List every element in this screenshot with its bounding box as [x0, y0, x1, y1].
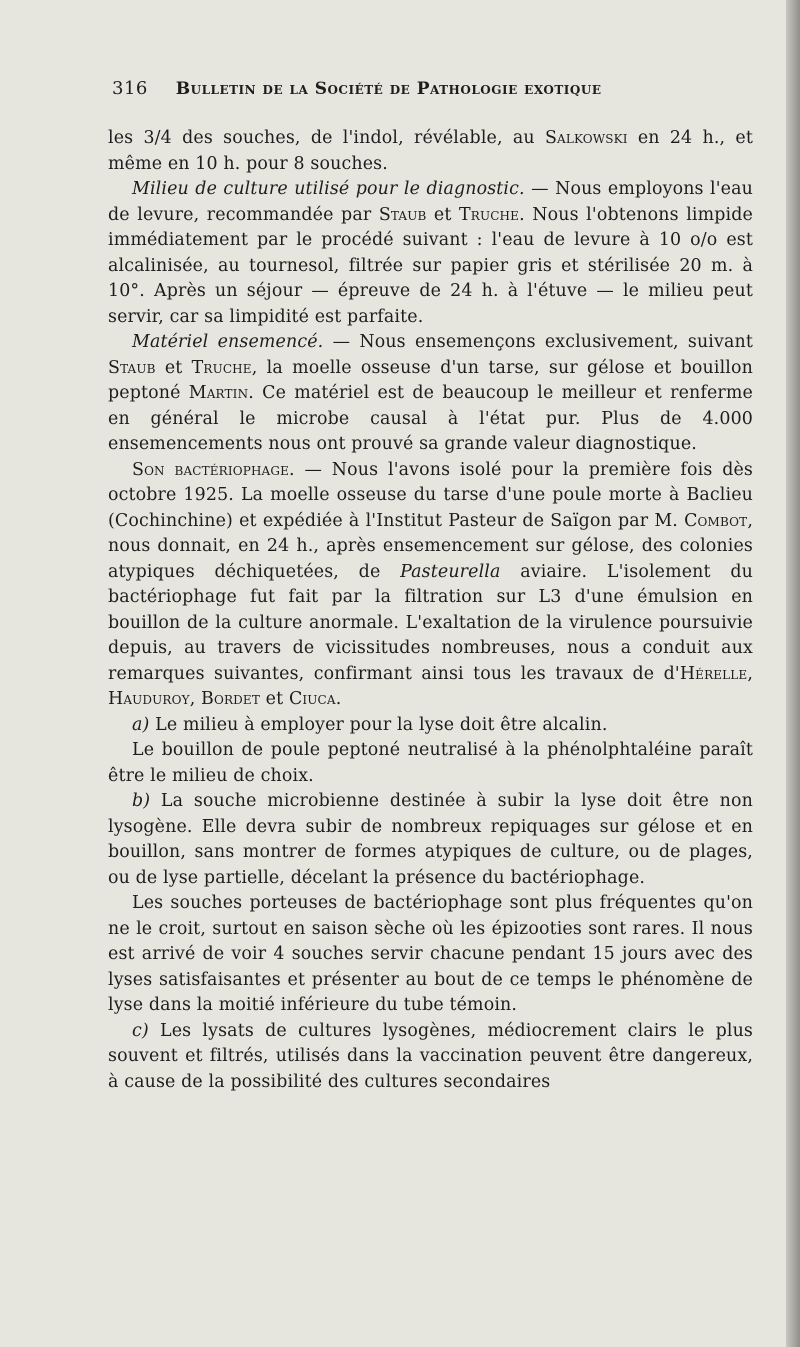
smallcaps-text: Hérelle — [679, 663, 748, 684]
page-edge-shadow — [786, 0, 800, 1347]
paragraph — [108, 330, 753, 458]
text-run: . Nous l'obtenons limpide immédiatement par le procédé suivant : l'eau de levure à 10 o/o est alcalinisée, au tournesol, filtrée sur papier gris et stérilisée 20 m. à 10°. Après un séjour — épreuve de 24 h. à l'étuve — le milieu peut servir, car sa limpidité est parfaite. — [108, 204, 753, 327]
smallcaps-text: Truche — [459, 204, 520, 225]
smallcaps-text: Martin — [188, 383, 249, 403]
paragraph — [108, 891, 753, 1019]
text-run: , la moelle osseuse d'un tarse, sur gélose et bouillon peptoné — [108, 357, 753, 403]
text-run: Les lysats de cultures lysogènes, médiocrement clairs le plus souvent et filtrés, utilisés dans la vaccination peuvent être dangereux, à cause de la possibilité des cultures secondaires — [108, 1020, 753, 1092]
text-run: Les souches porteuses de bactériophage sont plus fréquentes qu'on ne le croit, surtout en saison sèche où les épizooties sont rares. Il nous est arrivé de voir 4 souches servir chacune pendant 15 jours avec des lyses satisfaisantes et présenter au bout de ce temps le phénomène de lyse dans la moitié inférieure du tube témoin. — [108, 893, 753, 1015]
smallcaps-text: Truche — [191, 357, 252, 378]
text-run: et — [260, 689, 289, 709]
text-run: . Ce matériel est de beaucoup le meilleur et renferme en général le microbe causal à l'état pur. Plus de 4.000 ensemencements nous ont prouvé sa grande valeur diagnostique. — [108, 383, 753, 454]
text-run: — Nous l'avons isolé pour la première fois dès octobre 1925. La moelle osseuse du tarse d'une poule morte à Baclieu (Cochinchine) et expédiée à l'Institut Pasteur de Saïgon par M. — [108, 459, 753, 531]
text-run: , — [747, 663, 753, 684]
running-header — [112, 78, 752, 99]
text-run: Le bouillon de poule peptoné neutralisé à la phénolphtaléine paraît être le milieu de choix. — [108, 740, 753, 786]
italic-text: c) — [132, 1020, 149, 1041]
italic-text: b) — [132, 791, 151, 811]
smallcaps-text: Combot — [684, 510, 748, 531]
text-run: Le milieu à employer pour la lyse doit être alcalin. — [149, 714, 608, 735]
smallcaps-text: Salkowski — [544, 128, 628, 148]
italic-text: Matériel ensemencé. — [132, 332, 324, 352]
text-run: et — [426, 204, 460, 225]
italic-text: a) — [132, 714, 150, 735]
article-body — [108, 126, 753, 1095]
text-run: en 24 h., et même en 10 h. pour 8 souches. — [108, 128, 753, 174]
paragraph — [108, 789, 753, 891]
text-run: La souche microbienne destinée à subir la lyse doit être non lysogène. Elle devra subir de nombreux repiquages sur gélose et en bouillon, sans montrer de formes atypiques de culture, ou de plages, ou de lyse partielle, décelant la présence du bactériophage. — [108, 791, 753, 888]
smallcaps-text: Staub — [378, 204, 427, 225]
text-run: — Nous employons l'eau de levure, recommandée par — [108, 179, 753, 225]
smallcaps-text: Ciuca — [288, 689, 336, 709]
text-run: . — [335, 689, 342, 709]
paragraph — [108, 1019, 753, 1096]
smallcaps-text: Staub — [108, 357, 156, 378]
text-run: aviaire. L'isolement du bactériophage fut fait par la filtration sur L3 d'une émulsion en bouillon de la culture anormale. L'exaltation de la virulence poursuivie depuis, au travers de vicissitudes nombreuses, nous a conduit aux remarques suivantes, confirmant ainsi tous les travaux de d' — [108, 561, 753, 684]
text-run: les 3/4 des souches, de l'indol, révélable, au — [108, 128, 545, 148]
paragraph — [108, 738, 753, 789]
page-number: 316 — [112, 78, 148, 99]
paragraph — [108, 177, 753, 330]
italic-text: Pasteurella — [400, 561, 501, 582]
smallcaps-text: Hauduroy — [108, 689, 190, 709]
italic-text: Milieu de culture utilisé pour le diagnostic. — [132, 179, 525, 199]
smallcaps-text: Son bactériophage. — [132, 459, 295, 480]
text-run: , nous donnait, en 24 h., après ensemencement sur gélose, des colonies atypiques déchiquetées, de — [108, 510, 753, 582]
journal-title: Bulletin de la Société de Pathologie exotique — [175, 79, 602, 99]
paragraph — [108, 126, 753, 177]
smallcaps-text: Bordet — [201, 689, 260, 709]
text-run: et — [155, 357, 192, 378]
text-run: — Nous ensemençons exclusivement, suivant — [323, 332, 753, 352]
paragraph — [108, 713, 753, 739]
text-run: , — [189, 689, 202, 709]
paragraph — [108, 458, 753, 713]
